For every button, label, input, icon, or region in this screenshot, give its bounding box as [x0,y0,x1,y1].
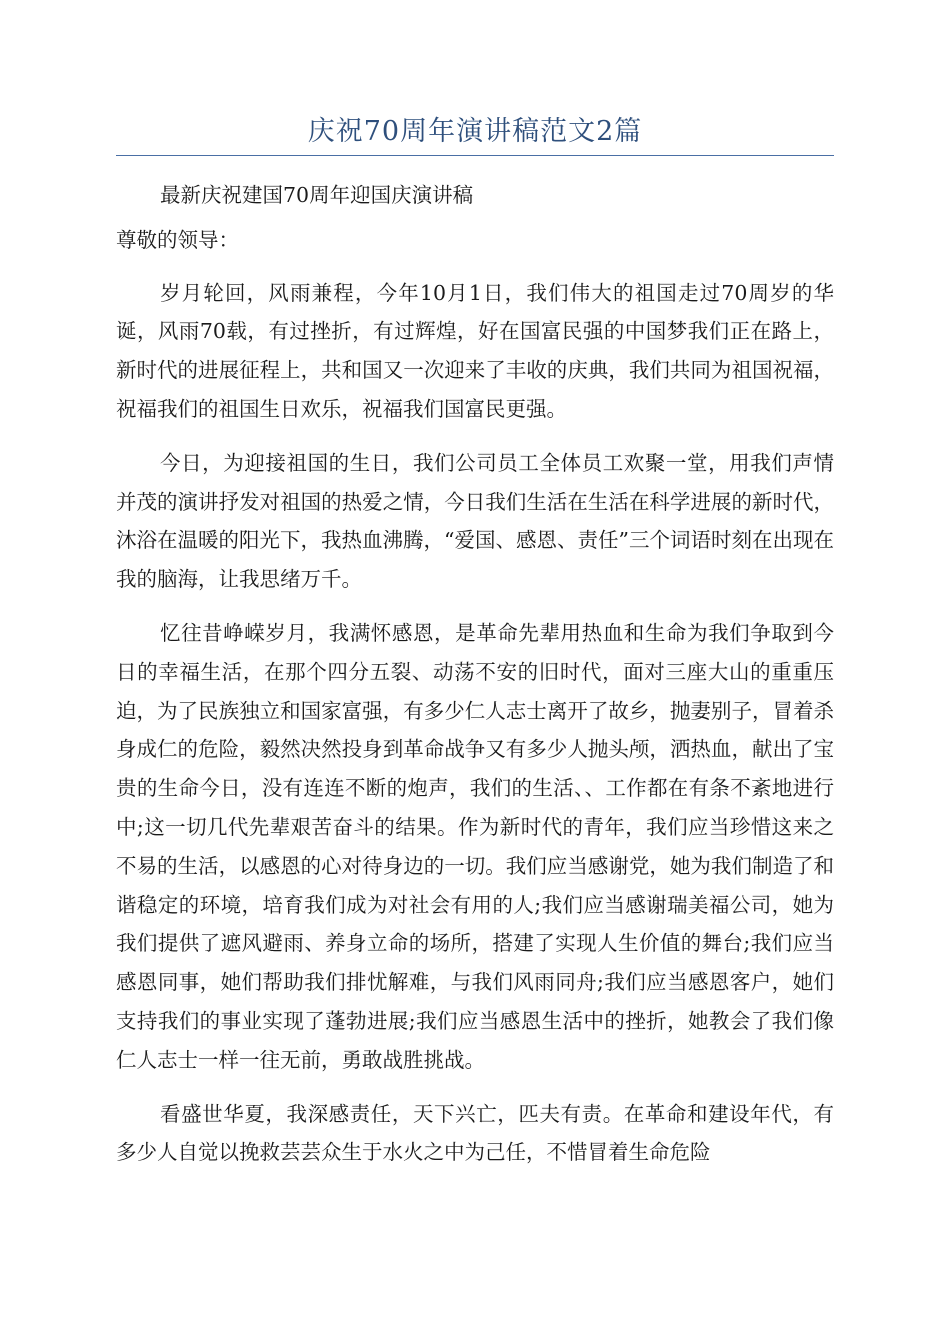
paragraph: 看盛世华夏，我深感责任，天下兴亡，匹夫有责。在革命和建设年代，有多少人自觉以挽救芸芸众生于水火之中为己任，不惜冒着生命危险 [116,1101,834,1165]
paragraph: 忆往昔峥嵘岁月，我满怀感恩，是革命先辈用热血和生命为我们争取到今日的幸福生活，在那个四分五裂、动荡不安的旧时代，面对三座大山的重重压迫，为了民族独立和国家富强，有多少仁人志士离开了故乡，抛妻别子，冒着杀身成仁的危险，毅然决然投身到革命战争又有多少人抛头颅，洒热血，献出了宝贵的生命今日，没有连连不断的炮声，我们的生活、、工作都在有条不紊地进行中;这一切几代先辈艰苦奋斗的结果。作为新时代的青年，我们应当珍惜这来之不易的生活，以感恩的心对待身边的一切。我们应当感谢党，她为我们制造了和谐稳定的环境，培育我们成为对社会有用的人;我们应当感谢瑞美福公司，她为我们提供了遮风避雨、养身立命的场所，搭建了实现人生价值的舞台;我们应当感恩同事，她们帮助我们排忧解难，与我们风雨同舟;我们应当感恩客户，她们支持我们的事业实现了蓬勃进展;我们应当感恩生活中的挫折，她教会了我们像仁人志士一样一往无前，勇敢战胜挑战。 [116,620,834,1072]
document-body [116,176,834,1187]
document-title: 庆祝70周年演讲稿范文2篇 [307,116,643,147]
salutation: 尊敬的领导： [116,227,239,252]
title-underline [116,155,834,156]
paragraph: 岁月轮回，风雨兼程，今年10月1日，我们伟大的祖国走过70周岁的华诞，风雨70载，有过挫折，有过辉煌，好在国富民强的中国梦我们正在路上，新时代的进展征程上，共和国又一次迎来了丰收的庆典，我们共同为祖国祝福，祝福我们的祖国生日欢乐，祝福我们国富民更强。 [116,280,834,421]
document-subtitle: 最新庆祝建国70周年迎国庆演讲稿 [160,183,474,207]
paragraph: 今日，为迎接祖国的生日，我们公司员工全体员工欢聚一堂，用我们声情并茂的演讲抒发对祖国的热爱之情，今日我们生活在生活在科学进展的新时代，沐浴在温暖的阳光下，我热血沸腾，“爱国、感恩、责任”三个词语时刻在出现在我的脑海，让我思绪万千。 [116,450,834,592]
